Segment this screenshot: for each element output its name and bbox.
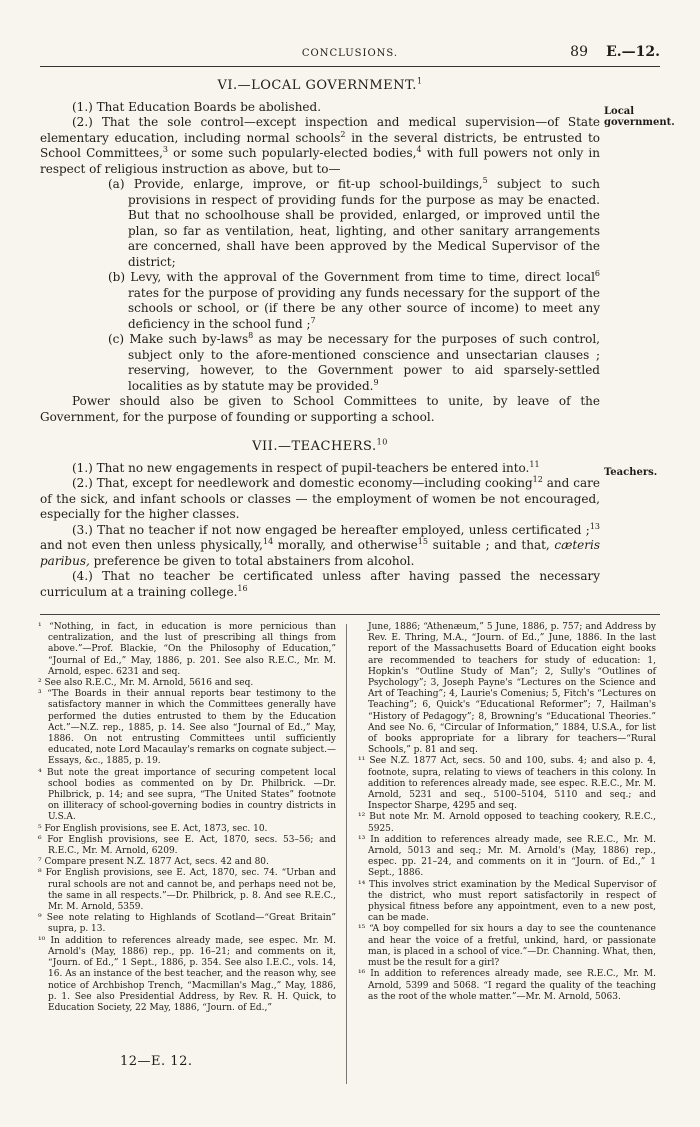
main-text <box>40 78 600 600</box>
paragraph-item-2: (2.) That the sole control—except inspection and medical supervision—of State elementary education, including normal schools$^2$ in the several districts, be entrusted to School Committees,$^3$ or some such popularly-elected bodies,$^4$ with full powers not only in respect of religious instruction as above, but to— <box>40 115 600 176</box>
page-number: 89 <box>570 44 588 60</box>
footnote: ¹ “Nothing, in fact, in education is more pernicious than centralization, and the lust of prescribing all things from above.”—Prof. Blackie, “On the Philosophy of Education,” “Journal of Ed.,” May, 1886, p. 201. See also R.E.C., Mr. M. Arnold, espec. 6231 and seq. <box>38 622 336 677</box>
paragraph-teachers-3: (3.) That no teacher if not now engaged be hereafter employed, unless certificated ;$^{13}$ and not even then unless physically,$^{14}$ morally, and otherwise$^{15}$ suitable ; and that, cæteris paribus, preference be given to total abstainers from alcohol. <box>40 521 601 568</box>
footnote: ¹⁶ In addition to references already made, see R.E.C., Mr. M. Arnold, 5399 and 5068. “I regard the quality of the teaching as the root of the whole matter.”—Mr. M. Arnold, 5063. <box>358 969 656 1002</box>
paragraph-closing: Power should also be given to School Committees to unite, by leave of the Government, for the purpose of founding or supporting a school. <box>40 394 600 424</box>
page-signature: 12—E. 12. <box>120 1054 193 1069</box>
footnote: ² See also R.E.C., Mr. M. Arnold, 5616 and seq. <box>38 678 254 689</box>
section-title-local-government: VI.—LOCAL GOVERNMENT.$^1$ <box>217 76 423 93</box>
footnote: ¹² But note Mr. M. Arnold opposed to teaching cookery, R.E.C., 5925. <box>358 812 656 834</box>
footnote: ⁴ But note the great importance of securing competent local school bodies as commented on by Dr. Philbrick. —Dr. Philbrick, p. 14; and see supra, “The United States” footnote on illiteracy of school-governing bodies in country districts in U.S.A. <box>38 767 336 823</box>
margin-note-local-government: Local government. <box>604 106 675 128</box>
footnote: ⁶ For English provisions, see E. Act, 1870, secs. 53–56; and R.E.C., Mr. M. Arnold, 6209. <box>38 834 336 857</box>
footnotes-left-column <box>36 622 336 1014</box>
footnote: ³ “The Boards in their annual reports bear testimony to the satisfactory manner in which the Committees generally have performed the duties entrusted to them by the Education Act.”—N.Z. rep., 1885, p. 14. See also “Journal of Ed.,” May, 1886. On not entrusting Committees until sufficiently educated, note Lord Macaulay's remarks on cognate subject.—Essays, &c., 1885, p. 19. <box>38 689 336 767</box>
footnote-separator <box>40 614 660 615</box>
footnote: ¹⁴ This involves strict examination by the Medical Supervisor of the district, who must report satisfactorily in respect of physical fitness before any appointment, even to a new post, can be made. <box>358 879 656 924</box>
footnote: ¹³ In addition to references already made, see R.E.C., Mr. M. Arnold, 5013 and seq.; Mr. M. Arnold's (May, 1886) rep., espec. pp. 21–24, and comments on it in “Journ. of Ed.,” 1 Sept., 1886. <box>358 834 656 879</box>
header-rule <box>40 66 660 67</box>
paragraph-teachers-1: (1.) That no new engagements in respect of pupil-teachers be entered into.$^{11}$ <box>72 459 540 475</box>
paragraph-item-1: (1.) That Education Boards be abolished. <box>72 99 322 114</box>
sub-item-b: (b) Levy, with the approval of the Government from time to time, direct local$^6$ rates for the purpose of providing any funds necessary for the support of the schools or school, or (if there be any other source of income) to meet any deficiency in the school fund ;$^7$ <box>108 269 600 331</box>
footnote: ⁸ For English provisions, see E. Act, 1870, sec. 74. “Urban and rural schools are not and cannot be, and perhaps need not be, the same in all respects.”—Dr. Philbrick, p. 8. And see R.E.C., Mr. M. Arnold, 5359. <box>38 868 336 913</box>
footnote: ⁹ See note relating to Highlands of Scotland—“Great Britain” supra, p. 13. <box>38 913 336 935</box>
footnote: ¹¹ See N.Z. 1877 Act, secs. 50 and 100, subs. 4; and also p. 4, footnote, supra, relating to views of teachers in this colony. In addition to references already made, see espec. R.E.C., Mr. M. Arnold, 5231 and seq., 5100–5104, 5110 and seq.; and Inspector Sharpe, 4295 and seq. <box>358 756 656 812</box>
footnote-continuation: June, 1886; “Athenæum,” 5 June, 1886, p. 757; and Address by Rev. E. Thring, M.A., “Journ. of Ed.,” June, 1886. In the last report of the Massachusetts Board of Education eight books are recommended to teachers for study of education: 1, Hopkin's “Outline Study of Man”; 2, Sully's “Outlines of Psychology”; 3, Joseph Payne's “Lectures on the Science and Art of Teaching”; 4, Laurie's Comenius; 5, Fitch's “Lectures on Teaching”; 6, Quick's “Educational Reformer”; 7, Hailman's “History of Pedagogy”; 8, Browning's “Educational Theories.” And see No. 6, “Circular of Information,” 1884, U.S.A., for list of books appropriate for a library for teachers—“Rural Schools,” p. 81 and seq. <box>368 622 656 756</box>
column-divider <box>346 624 347 1084</box>
section-title-teachers: VII.—TEACHERS.$^{10}$ <box>252 437 388 454</box>
page-header <box>40 44 660 66</box>
footnote: ⁷ Compare present N.Z. 1877 Act, secs. 42 and 80. <box>38 857 269 868</box>
margin-note-teachers: Teachers. <box>604 467 658 478</box>
footnote: ¹⁰ In addition to references already made, see espec. Mr. M. Arnold's (May, 1886) rep., pp. 16–21; and comments on it, “Journ. of Ed.,” 1 Sept., 1886, p. 354. See also I.E.C., vols. 14, 16. As an instance of the best teacher, and the reason why, see notice of Archbishop Trench, “Macmillan's Mag.,” May, 1886, p. 1. See also Presidential Address, by Rev. R. H. Quick, to Education Society, 22 May, 1886, “Journ. of Ed.,” <box>38 935 336 1013</box>
footnote: ⁵ For English provisions, see E. Act, 1873, sec. 10. <box>38 823 268 834</box>
sub-item-a: (a) Provide, enlarge, improve, or fit-up school-buildings,$^5$ subject to such provisions in respect of providing funds for the purpose as may be enacted. But that no schoolhouse shall be provided, enlarged, or improved until the plan, so far as ventilation, heat, lighting, and other sanitary arrangements are concerned, shall have been approved by the Medical Supervisor of the district; <box>108 176 600 269</box>
running-title: CONCLUSIONS. <box>301 48 399 59</box>
footnote: ¹⁵ “A boy compelled for six hours a day to see the countenance and hear the voice of a fretful, unkind, hard, or passionate man, is placed in a school of vice.”—Dr. Channing. What, then, must be the result for a girl? <box>358 924 656 969</box>
footnotes-right-column <box>356 622 656 1003</box>
document-reference: E.—12. <box>606 44 660 60</box>
paragraph-teachers-2: (2.) That, except for needlework and domestic economy—including cooking$^{12}$ and care of the sick, and infant schools or classes — the employment of women be not encouraged, especially for the higher classes. <box>40 475 600 521</box>
paragraph-teachers-4: (4.) That no teacher be certificated unless after having passed the necessary curriculum at a training college.$^{16}$ <box>40 569 600 599</box>
sub-item-c: (c) Make such by-laws$^8$ as may be necessary for the purposes of such control, subject only to the afore-mentioned conscience and unsectarian clauses ; reserving, however, to the Government power to aid sparsely-settled localities as by statute may be provided.$^9$ <box>108 331 600 393</box>
